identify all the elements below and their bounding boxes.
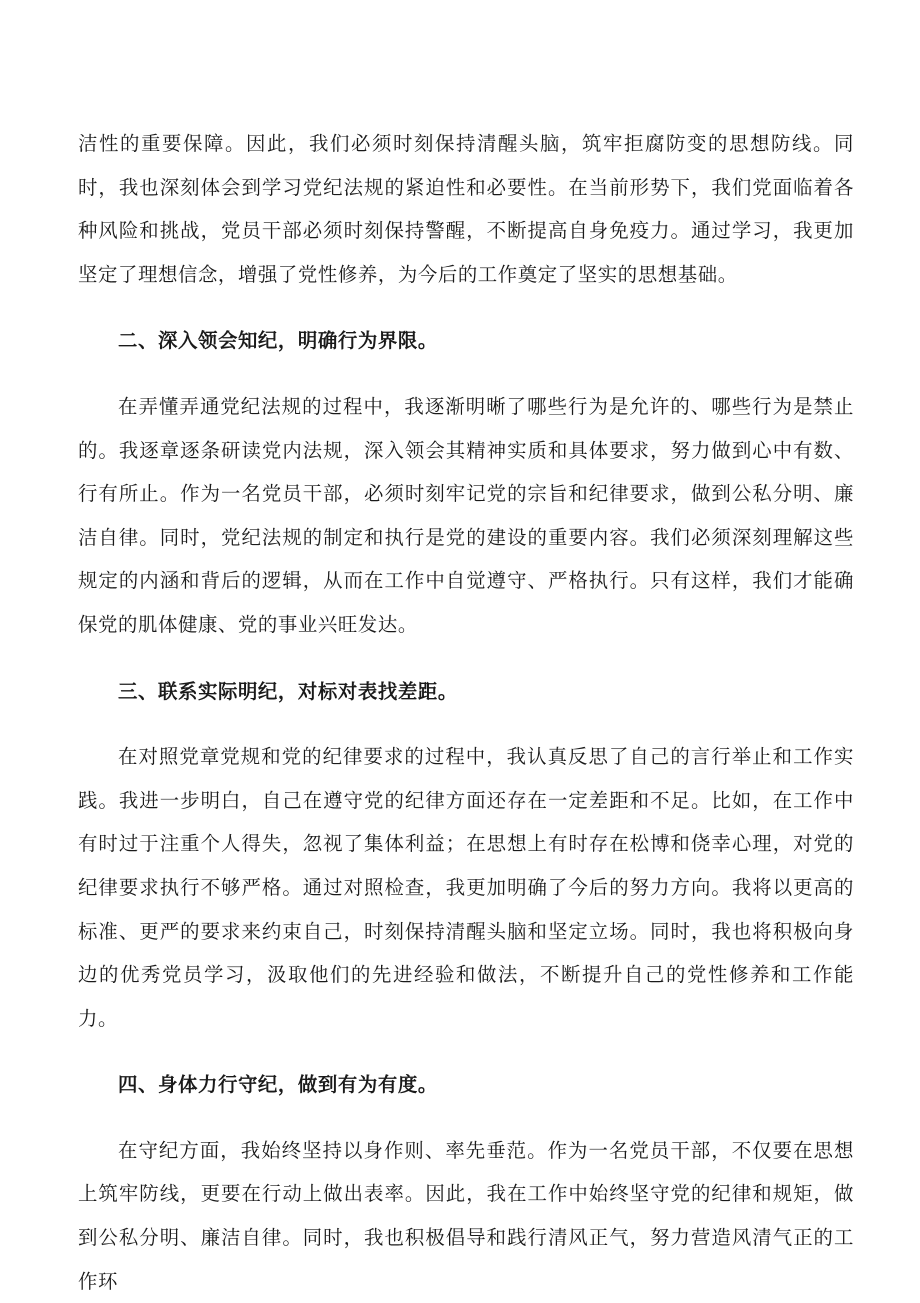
section-4-paragraph: 在守纪方面，我始终坚持以身作则、率先垂范。作为一名党员干部，不仅要在思想上筑牢防线，更要在行动上做出表率。因此，我在工作中始终坚守党的纪律和规矩，做到公私分明、廉洁自律。同时，我也积极倡导和践行清风正气，努力营造风清气正的工作环 — [78, 1138, 854, 1293]
section-3-heading: 三、联系实际明纪，对标对表找差距。 — [118, 679, 458, 703]
section-2-heading: 二、深入领会知纪，明确行为界限。 — [118, 329, 438, 353]
section-3-paragraph: 在对照党章党规和党的纪律要求的过程中，我认真反思了自己的言行举止和工作实践。我进一步明白，自己在遵守党的纪律方面还存在一定差距和不足。比如，在工作中有时过于注重个人得失，忽视了集体利益；在思想上有时存在松博和侥幸心理，对党的纪律要求执行不够严格。通过对照检查，我更加明确了今后的努力方向。我将以更高的标准、更严的要求来约束自己，时刻保持清醒头脑和坚定立场。同时，我也将积极向身边的优秀党员学习，汲取他们的先进经验和做法，不断提升自己的党性修养和工作能力。 — [78, 745, 854, 1030]
section-4-heading: 四、身体力行守纪，做到有为有度。 — [118, 1073, 438, 1097]
document-page — [78, 122, 854, 1303]
section-1-paragraph: 洁性的重要保障。因此，我们必须时刻保持清醒头脑，筑牢拒腐防变的思想防线。同时，我也深刻体会到学习党纪法规的紧迫性和必要性。在当前形势下，我们党面临着各种风险和挑战，党员干部必须时刻保持警醒，不断提高自身免疫力。通过学习，我更加坚定了理想信念，增强了党性修养，为今后的工作奠定了坚实的思想基础。 — [78, 132, 854, 286]
section-2-paragraph: 在弄懂弄通党纪法规的过程中，我逐渐明晰了哪些行为是允许的、哪些行为是禁止的。我逐章逐条研读党内法规，深入领会其精神实质和具体要求，努力做到心中有数、行有所止。作为一名党员干部，必须时刻牢记党的宗旨和纪律要求，做到公私分明、廉洁自律。同时，党纪法规的制定和执行是党的建设的重要内容。我们必须深刻理解这些规定的内涵和背后的逻辑，从而在工作中自觉遵守、严格执行。只有这样，我们才能确保党的肌体健康、党的事业兴旺发达。 — [78, 394, 854, 636]
